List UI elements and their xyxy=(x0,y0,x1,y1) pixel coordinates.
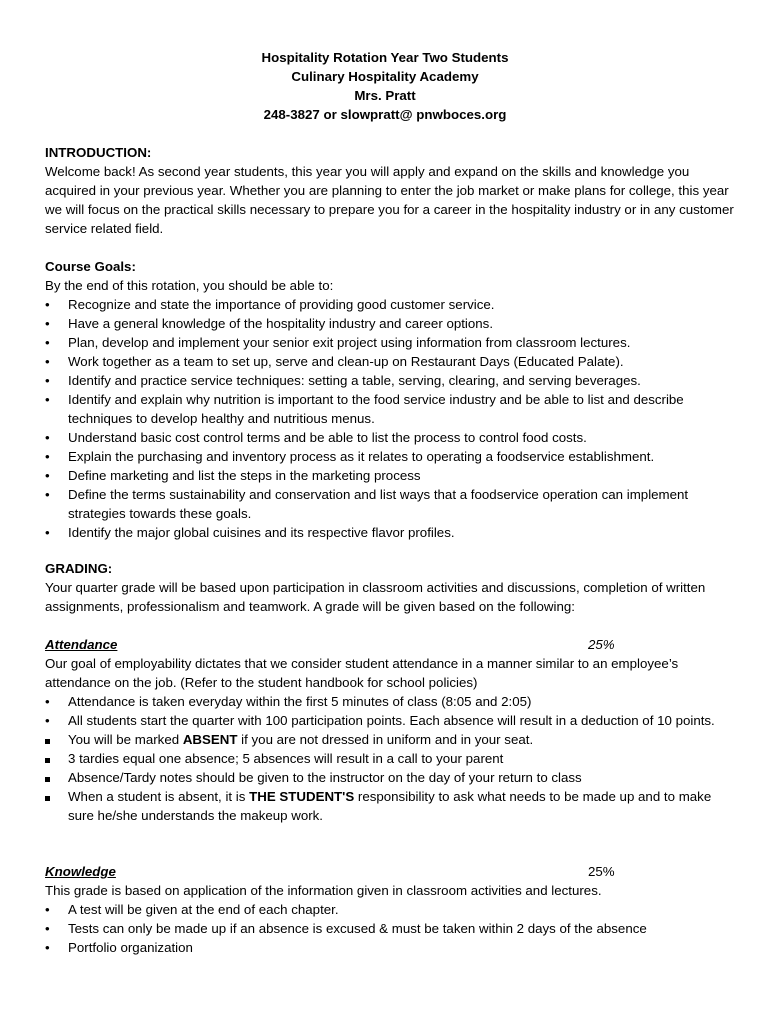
attendance-title-row xyxy=(45,635,735,654)
knowledge-section xyxy=(45,862,735,957)
list-item: • Portfolio organization xyxy=(45,940,193,955)
knowledge-percent: 25% xyxy=(588,864,615,879)
bullet: • xyxy=(45,335,50,350)
list-item: 3 tardies equal one absence; 5 absences will result in a call to your parent xyxy=(45,749,735,768)
absent-emphasis: ABSENT xyxy=(182,732,238,747)
knowledge-title-row xyxy=(45,862,735,881)
header-academy: Culinary Hospitality Academy xyxy=(291,69,479,84)
attendance-text: Our goal of employability dictates that we consider student attendance in a manner similar to an employee’s attendance on the job. (Refer to the student handbook for school policies) xyxy=(45,656,679,690)
list-item: • Identify the major global cuisines and its respective flavor profiles. xyxy=(45,525,455,540)
list-item: • Have a general knowledge of the hospitality industry and career options. xyxy=(45,316,494,331)
list-item: • A test will be given at the end of each chapter. xyxy=(45,902,339,917)
header-contact: 248-3827 or slowpratt@ pnwboces.org xyxy=(263,107,507,122)
list-item: • Explain the purchasing and inventory process as it relates to operating a foodservice establishment. xyxy=(45,449,655,464)
grading-heading: GRADING: xyxy=(45,561,113,576)
list-item: When a student is absent, it is THE STUDENT'S responsibility to ask what needs to be made up and to make sure he/she understands the makeup work. xyxy=(45,787,735,825)
square-bullet-icon xyxy=(45,796,50,801)
bullet: • xyxy=(45,487,50,502)
list-item: • Identify and explain why nutrition is important to the food service industry and be able to list and describe techniques to develop healthy and nutritious menus. xyxy=(45,392,684,426)
list-item: You will be marked ABSENT if you are not dressed in uniform and in your seat. xyxy=(45,730,735,749)
list-item: • Identify and practice service techniques: setting a table, serving, clearing, and serving beverages. xyxy=(45,373,641,388)
bullet: • xyxy=(45,297,50,312)
bullet: • xyxy=(45,940,50,955)
course-goals-lead: By the end of this rotation, you should be able to: xyxy=(45,278,334,293)
student-emphasis: THE STUDENT'S xyxy=(249,789,355,804)
bullet: • xyxy=(45,468,50,483)
square-bullet-icon xyxy=(45,758,50,763)
bullet: • xyxy=(45,921,50,936)
list-item: • Attendance is taken everyday within the first 5 minutes of class (8:05 and 2:05) xyxy=(45,694,532,709)
list-item: • Plan, develop and implement your senior exit project using information from classroom lectures. xyxy=(45,335,631,350)
introduction-heading: INTRODUCTION: xyxy=(45,145,152,160)
bullet: • xyxy=(45,392,50,407)
grading-text: Your quarter grade will be based upon participation in classroom activities and discussions, completion of written assignments, professionalism and teamwork. A grade will be given based on the following: xyxy=(45,580,706,614)
list-item: • Define the terms sustainability and conservation and list ways that a foodservice operation can implement strategies towards these goals. xyxy=(45,487,689,521)
list-item: Absence/Tardy notes should be given to the instructor on the day of your return to class xyxy=(45,768,735,787)
attendance-title: Attendance xyxy=(45,637,118,652)
attendance-section xyxy=(45,635,735,825)
bullet: • xyxy=(45,713,50,728)
list-item: • Recognize and state the importance of providing good customer service. xyxy=(45,297,495,312)
bullet: • xyxy=(45,902,50,917)
list-item: • Tests can only be made up if an absence is excused & must be taken within 2 days of the absence xyxy=(45,921,647,936)
bullet: • xyxy=(45,430,50,445)
attendance-list xyxy=(45,692,735,825)
list-item: • Define marketing and list the steps in the marketing process xyxy=(45,468,421,483)
course-goals-list xyxy=(45,295,735,542)
introduction-section xyxy=(45,143,735,238)
bullet: • xyxy=(45,316,50,331)
document-header xyxy=(0,48,770,124)
square-bullet-icon xyxy=(45,739,50,744)
list-item: • Understand basic cost control terms and be able to list the process to control food costs. xyxy=(45,430,587,445)
attendance-percent: 25% xyxy=(588,637,615,652)
list-item: • Work together as a team to set up, serve and clean-up on Restaurant Days (Educated Palate). xyxy=(45,354,624,369)
bullet: • xyxy=(45,525,50,540)
bullet: • xyxy=(45,694,50,709)
header-title: Hospitality Rotation Year Two Students xyxy=(261,50,509,65)
bullet: • xyxy=(45,373,50,388)
list-item: • All students start the quarter with 100 participation points. Each absence will result in a deduction of 10 points. xyxy=(45,713,715,728)
grading-section xyxy=(45,559,735,616)
header-teacher: Mrs. Pratt xyxy=(354,88,416,103)
knowledge-text: This grade is based on application of the information given in classroom activities and lectures. xyxy=(45,883,602,898)
course-goals-heading: Course Goals: xyxy=(45,259,136,274)
introduction-text: Welcome back! As second year students, this year you will apply and expand on the skills and knowledge you acquired in your previous year. Whether you are planning to enter the job market or make plans for college, this year we will focus on the practical skills necessary to prepare you for a career in the hospitality industry or in any customer service related field. xyxy=(45,164,734,236)
knowledge-list xyxy=(45,900,735,957)
course-goals-section xyxy=(45,257,735,542)
square-bullet-icon xyxy=(45,777,50,782)
bullet: • xyxy=(45,449,50,464)
bullet: • xyxy=(45,354,50,369)
knowledge-title: Knowledge xyxy=(45,864,116,879)
